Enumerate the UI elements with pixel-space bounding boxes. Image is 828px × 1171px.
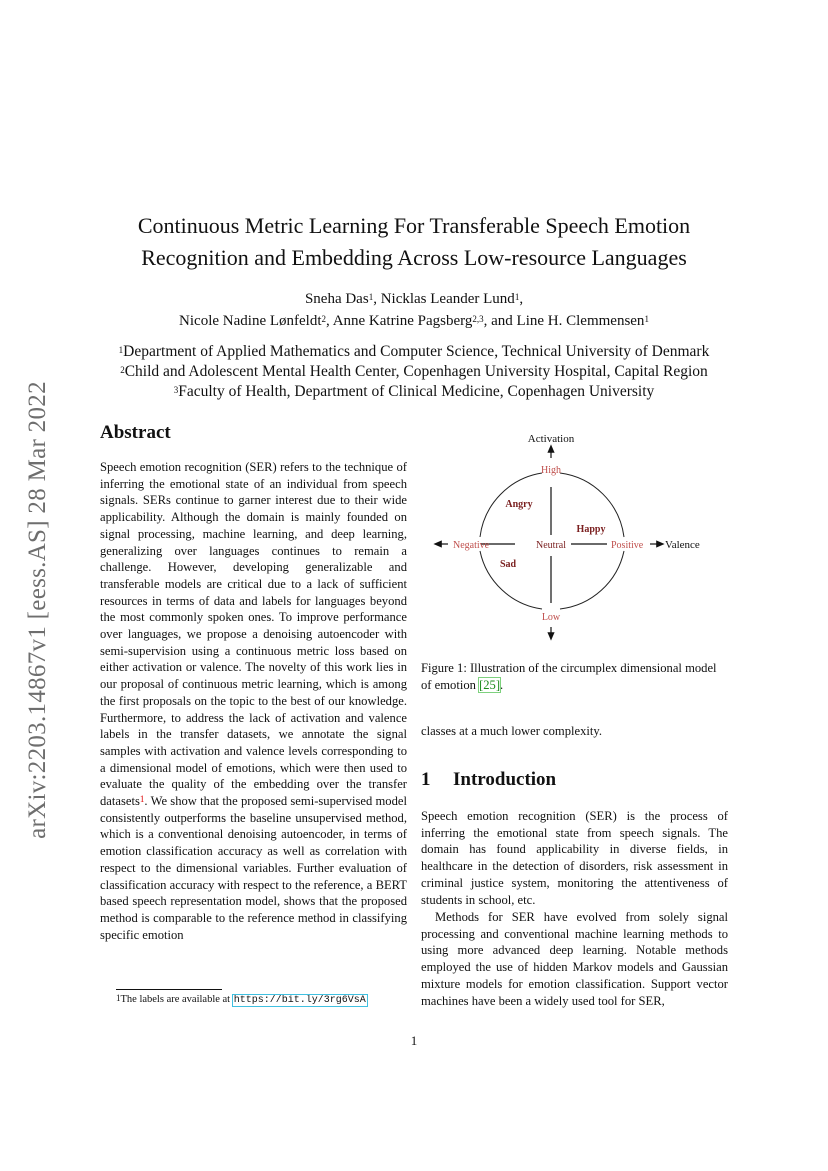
- author-name: Nicole Nadine Lønfeldt: [179, 313, 322, 329]
- affil-text: Department of Applied Mathematics and Computer Science, Technical University of Denmark: [123, 343, 710, 360]
- affiliation-line: [90, 342, 738, 362]
- footnote-link[interactable]: 1: [139, 794, 145, 805]
- happy-label: Happy: [576, 524, 606, 535]
- positive-label: Positive: [611, 540, 644, 551]
- author-name: Nicklas Leander Lund: [380, 291, 515, 307]
- author-separator: ,: [326, 313, 333, 329]
- circumplex-figure: [421, 425, 727, 655]
- footnote: [116, 993, 367, 1008]
- caption-text: Figure 1: Illustration of the circumplex dimensional model of emotion: [421, 661, 717, 692]
- arxiv-stamp: [14, 350, 62, 870]
- author-affil-mark: 2: [321, 314, 326, 324]
- author-separator: ,: [519, 291, 524, 307]
- affiliation-line: [90, 362, 738, 382]
- author-separator: , and: [483, 313, 517, 329]
- author-affil-mark: 2,3: [472, 314, 484, 324]
- abstract-text-part2: . We show that the proposed semi-supervised model consistently outperforms the baseline unsupervised method, which is a conventional denoising autoencoder, in terms of emotion classification accuracy as well as correlation with respect to the dimensional variables. Further evaluation of classification accuracy with respect to the reference, a BERT based speech representation model, shows that the proposed method is comparable to the reference method in classifying specific emotion: [100, 794, 407, 942]
- abstract-body: [100, 459, 407, 943]
- footnote-url-link[interactable]: https://bit.ly/3rg6VsA: [233, 995, 366, 1006]
- affil-mark: 1: [118, 345, 124, 355]
- abstract-text-part1: Speech emotion recognition (SER) refers to the technique of inferring the emotional state of an individual from speech signals. SERs continue to garner interest due to their wide applicability. Although the domain is mainly founded on signal processing, machine learning, and deep learning, generalizing over languages continues to remain a challenge. However, developing generalizable and transferable models are critical due to a lack of sufficient resources in terms of data and labels for languages beyond the most commonly spoken ones. To improve performance over languages, we propose a denoising autoencoder with semi-supervision using a continuous metric loss based on either activation or valence. The novelty of this work lies in our proposal of continuous metric learning, which is among the first proposals on the topic to the best of our knowledge. Furthermore, to address the lack of activation and valence labels in the transfer datasets, we annotate the signal samples with activation and valence levels corresponding to a dimensional model of emotions, which were then used to evaluate the quality of the embedding over the transfer datasets: [100, 460, 407, 809]
- author-separator: ,: [373, 291, 381, 307]
- high-label: High: [541, 465, 561, 476]
- author-list: [100, 288, 728, 332]
- title-line-1: Continuous Metric Learning For Transferable Speech Emotion: [137, 213, 691, 238]
- abstract-heading: Abstract: [100, 422, 171, 443]
- valence-label: Valence: [665, 539, 700, 551]
- author-affil-mark: 1: [368, 292, 374, 302]
- footnote-divider: [116, 989, 222, 990]
- author-affil-mark: 1: [514, 292, 520, 302]
- neutral-label: Neutral: [536, 540, 566, 551]
- title-line-2: Recognition and Embedding Across Low-resource Languages: [141, 245, 687, 270]
- intro-paragraph-1: Speech emotion recognition (SER) is the process of inferring the emotional state from speech signals. The domain has found applicability in diverse fields, in healthcare in the detection of disorders, risk assessment in criminal justice system, monitoring the attentiveness of students in school, etc.: [421, 809, 728, 907]
- negative-label: Negative: [453, 540, 490, 551]
- page-number: 1: [410, 1033, 418, 1048]
- author-affil-mark: 1: [644, 314, 649, 324]
- author-name: Line H. Clemmensen: [516, 313, 645, 329]
- affiliation-line: [90, 382, 738, 402]
- figure-caption: [421, 660, 728, 694]
- intro-paragraph-2: Methods for SER have evolved from solely signal processing and conventional machine learning methods to using more advanced deep learning. Notable methods employed the use of hidden Markov models and Gaussian mixture models for emotion classification. Support vector machines have been a widely used tool for SER,: [421, 910, 728, 1008]
- paper-title: [100, 210, 728, 274]
- footnote-text: The labels are available at: [120, 994, 231, 1005]
- angry-label: Angry: [505, 499, 533, 510]
- section-title: Introduction: [453, 769, 557, 790]
- section-heading-introduction: [421, 769, 556, 791]
- abstract-continuation: classes at a much lower complexity.: [421, 724, 603, 738]
- caption-end: .: [500, 678, 504, 692]
- section-number: 1: [421, 769, 431, 790]
- circle-arc-bottom-right: [560, 551, 624, 609]
- affil-mark: 2: [120, 365, 125, 375]
- sad-label: Sad: [499, 559, 517, 570]
- affil-text: Child and Adolescent Mental Health Center, Copenhagen University Hospital, Capital Region: [124, 363, 708, 380]
- author-name: Sneha Das: [304, 291, 369, 307]
- citation-link[interactable]: [25]: [479, 678, 501, 692]
- footnote-mark: 1: [116, 993, 121, 1003]
- affil-mark: 3: [173, 385, 179, 395]
- author-name: Anne Katrine Pagsberg: [332, 313, 473, 329]
- activation-label: Activation: [527, 433, 575, 445]
- affiliations: [90, 342, 738, 402]
- affil-text: Faculty of Health, Department of Clinical Medicine, Copenhagen University: [178, 383, 655, 400]
- arxiv-id: arXiv:2203.14867v1 [eess.AS] 28 Mar 2022: [24, 381, 51, 839]
- low-label: Low: [541, 612, 561, 623]
